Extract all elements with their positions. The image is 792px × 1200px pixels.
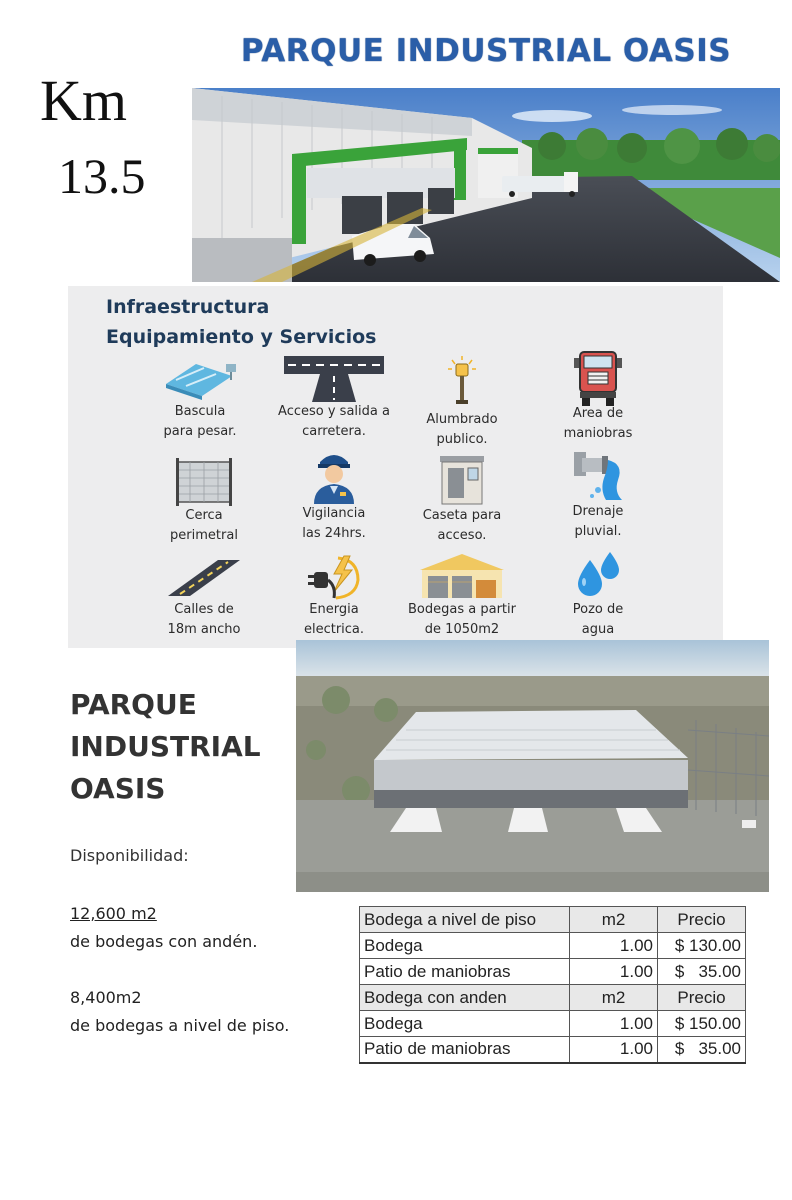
table-row: [360, 1011, 746, 1037]
service-label-line1: Acceso y salida a: [278, 404, 390, 419]
table-cell: Precio: [658, 907, 746, 933]
offer-amount: 8,400m2: [70, 988, 142, 1007]
km-value: 13.5: [58, 148, 146, 204]
street-lamp-icon: [442, 356, 482, 406]
service-label-line1: Caseta para: [422, 508, 502, 523]
table-cell: 1.00: [570, 959, 658, 985]
table-cell: 1.00: [570, 933, 658, 959]
table-cell: m2: [570, 985, 658, 1011]
scale-icon: [160, 356, 240, 402]
park-title: [70, 684, 290, 810]
offer-description: de bodegas a nivel de piso.: [70, 1016, 290, 1035]
park-title-line2: INDUSTRIAL: [70, 730, 261, 763]
service-label-line2: publico.: [436, 432, 488, 447]
service-item: [134, 556, 274, 640]
service-label-line2: perimetral: [170, 528, 238, 543]
table-cell: Patio de maniobras: [360, 959, 570, 985]
service-label-line1: Drenaje: [572, 504, 624, 519]
offer-floor-warehouses: [70, 984, 289, 1040]
service-label-line1: Bodegas a partir: [408, 602, 516, 617]
warehouse-icon: [414, 552, 510, 600]
table-cell: 1.00: [570, 1011, 658, 1037]
offer-amount: 12,600 m2: [70, 904, 157, 923]
service-label-line2: acceso.: [437, 528, 487, 543]
table-cell: Precio: [658, 985, 746, 1011]
table-cell: Patio de maniobras: [360, 1037, 570, 1063]
booth-icon: [438, 454, 486, 506]
km-label: Km: [40, 68, 127, 133]
service-item: [130, 356, 270, 442]
aerial-warehouse-photo: [296, 640, 769, 892]
service-item: [134, 456, 274, 546]
service-label-line1: Area de: [572, 406, 624, 421]
service-item: [264, 448, 404, 544]
table-header-row: [360, 985, 746, 1011]
table-row: [360, 933, 746, 959]
security-guard-icon: [310, 448, 358, 504]
infrastructure-title-line2: Equipamiento y Servicios: [106, 326, 377, 348]
service-label-line1: Vigilancia: [302, 506, 366, 521]
infrastructure-title: [106, 292, 377, 352]
service-item: [528, 348, 668, 444]
service-item: [264, 552, 404, 640]
service-label-line1: Calles de: [174, 602, 234, 617]
service-label-line2: maniobras: [563, 426, 633, 441]
service-item: [392, 356, 532, 450]
truck-icon: [574, 348, 622, 408]
table-row: [360, 959, 746, 985]
offer-dock-warehouses: [70, 900, 257, 956]
service-label-line1: Energia: [309, 602, 359, 617]
service-label-line2: electrica.: [303, 622, 365, 637]
electric-plug-icon: [304, 552, 364, 600]
table-header-row: [360, 907, 746, 933]
table-cell: $ 35.00: [658, 1037, 746, 1063]
availability-label: Disponibilidad:: [70, 846, 189, 865]
service-item: [392, 552, 532, 640]
service-label-line1: Cerca: [185, 508, 223, 523]
road-junction-icon: [284, 356, 384, 402]
park-title-line1: PARQUE: [70, 688, 197, 721]
table-cell: 1.00: [570, 1037, 658, 1063]
service-label-line2: pluvial.: [574, 524, 622, 539]
table-row: [360, 1037, 746, 1063]
pricing-table: [359, 906, 746, 1064]
service-item: [528, 450, 668, 542]
table-cell: $ 130.00: [658, 933, 746, 959]
service-label-line2: carretera.: [302, 424, 366, 439]
table-cell: $ 150.00: [658, 1011, 746, 1037]
service-label-line2: 18m ancho: [167, 622, 241, 637]
service-label-line2: para pesar.: [163, 424, 237, 439]
drain-pipe-icon: [568, 450, 628, 502]
street-icon: [164, 556, 244, 600]
service-label-line1: Bascula: [174, 404, 226, 419]
table-cell: Bodega: [360, 933, 570, 959]
table-cell: Bodega con anden: [360, 985, 570, 1011]
service-label-line1: Pozo de: [572, 602, 624, 617]
warehouse-render-image: [192, 88, 780, 282]
service-item: [528, 550, 668, 640]
table-cell: $ 35.00: [658, 959, 746, 985]
hero-banner: [192, 16, 780, 282]
offer-description: de bodegas con andén.: [70, 932, 258, 951]
service-item: [264, 356, 404, 442]
water-drops-icon: [570, 550, 626, 600]
infrastructure-panel: [68, 286, 723, 648]
table-cell: Bodega a nivel de piso: [360, 907, 570, 933]
fence-icon: [172, 456, 236, 506]
service-label-line1: Alumbrado: [426, 412, 498, 427]
hero-title: PARQUE INDUSTRIAL OASIS: [240, 33, 732, 69]
table-cell: Bodega: [360, 1011, 570, 1037]
table-cell: m2: [570, 907, 658, 933]
park-title-line3: OASIS: [70, 772, 166, 805]
service-item: [392, 454, 532, 546]
km-marker: [40, 70, 180, 206]
infrastructure-title-line1: Infraestructura: [106, 296, 270, 318]
service-label-line2: las 24hrs.: [302, 526, 366, 541]
service-label-line2: de 1050m2: [424, 622, 500, 637]
service-label-line2: agua: [581, 622, 615, 637]
